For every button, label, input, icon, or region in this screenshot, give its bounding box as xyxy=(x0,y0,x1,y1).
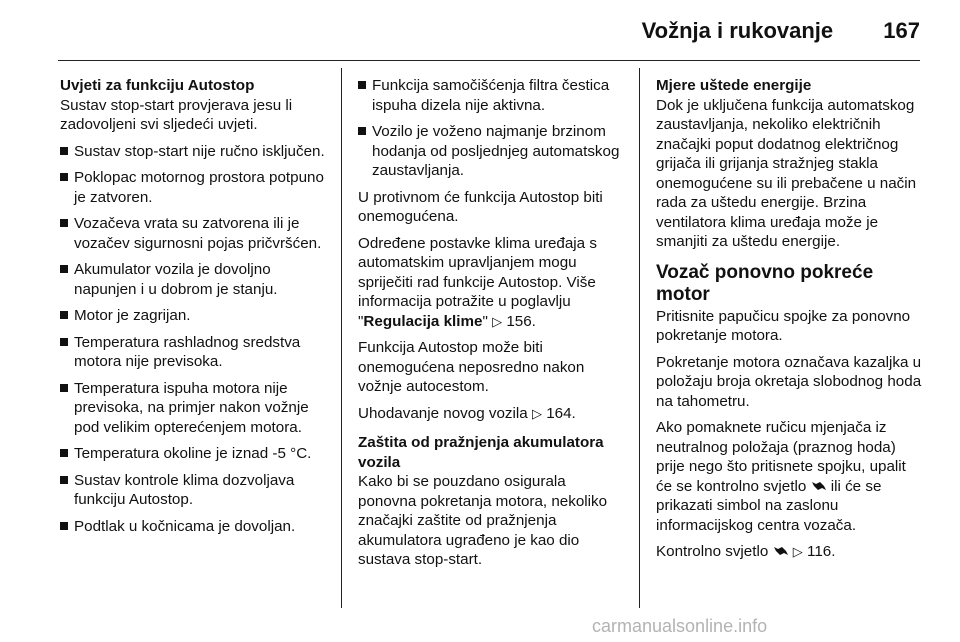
bullet-icon xyxy=(60,147,68,155)
bullet-icon xyxy=(358,127,366,135)
paragraph: U protivnom će funkcija Autostop biti onemogućena. xyxy=(358,188,603,225)
list-item: Sustav kontrole klima dozvoljava funkciju Autostop. xyxy=(60,471,328,510)
battery-protection-heading: Zaštita od pražnjenja akumulatora vozila xyxy=(358,434,604,471)
paragraph: Pokretanje motora označava kazaljka u položaju broja okretaja slobodnog hoda na tahometru. xyxy=(656,353,922,410)
autostop-intro: Sustav stop-start provjerava jesu li zadovoljeni svi sljedeći uvjeti. xyxy=(60,96,293,133)
list-item: Motor je zagrijan. xyxy=(60,306,328,326)
list-item: Temperatura rashladnog sredstva motora nije previsoka. xyxy=(60,333,328,372)
page-ref-arrow-icon: ▷ xyxy=(792,544,803,559)
page-header xyxy=(0,18,920,48)
bullet-icon xyxy=(60,476,68,484)
header-divider xyxy=(58,60,920,61)
list-item: Vozilo je voženo najmanje brzinom hodanja od posljednjeg automatskog zaustavljanja. xyxy=(358,122,626,181)
column-divider-2 xyxy=(639,68,640,608)
autostop-control-lamp-icon xyxy=(811,480,827,492)
list-item: Vozačeva vrata su zatvorena ili je vozačev sigurnosni pojas pričvršćen. xyxy=(60,214,328,253)
bullet-icon xyxy=(60,449,68,457)
column-divider-1 xyxy=(341,68,342,608)
column-2 xyxy=(358,76,626,577)
bullet-icon xyxy=(60,522,68,530)
page-ref[interactable]: 116. xyxy=(807,543,836,560)
page-ref[interactable]: 156. xyxy=(506,312,536,330)
bullet-icon xyxy=(60,384,68,392)
page-ref[interactable]: 164. xyxy=(546,404,576,422)
paragraph: Kako bi se pouzdano osigurala ponovna pokretanja motora, nekoliko značajki zaštite od pražnjenja akumulatora ugrađeno je kao dio sustava stop-start. xyxy=(358,473,608,568)
autostop-conditions-heading: Uvjeti za funkciju Autostop xyxy=(60,77,255,94)
autostop-control-lamp-icon xyxy=(773,545,789,557)
list-item: Podtlak u kočnicama je dovoljan. xyxy=(60,517,328,537)
bullet-icon xyxy=(60,173,68,181)
paragraph-lamp: Ako pomaknete ručicu mjenjača iz neutralnog položaja (praznog hoda) prije nego što pritisnete spojku, upalit će se kontrolno svjetlo ili će se prikazati simbol na zaslonu informacijskog centra vozača. xyxy=(656,419,906,534)
bullet-icon xyxy=(60,311,68,319)
autostop-conditions-list-cont xyxy=(358,76,626,181)
paragraph: Pritisnite papučicu spojke za ponovno pokretanje motora. xyxy=(656,307,911,344)
watermark: carmanualsonline.info xyxy=(592,616,768,636)
paragraph-lamp-ref: Kontrolno svjetlo ▷ 116. xyxy=(656,543,836,560)
list-item: Akumulator vozila je dovoljno napunjen i u dobrom je stanju. xyxy=(60,260,328,299)
bullet-icon xyxy=(60,265,68,273)
paragraph: Funkcija Autostop može biti onemogućena neposredno nakon vožnje autocestom. xyxy=(358,339,585,395)
paragraph-climate: Određene postavke klima uređaja s automatskim upravljanjem mogu spriječiti rad funkcije Autostop. Više informacija potražite u poglavlju "Regulacija klime" ▷ 156. xyxy=(358,234,597,330)
page-ref-arrow-icon: ▷ xyxy=(492,313,503,329)
page-ref-arrow-icon: ▷ xyxy=(531,405,542,421)
page-number: 167 xyxy=(883,18,920,43)
bullet-icon xyxy=(60,338,68,346)
list-item: Sustav stop-start nije ručno isključen. xyxy=(60,142,328,162)
paragraph: Dok je uključena funkcija automatskog zaustavljanja, nekoliko električnih značajki poput dodatnog električnog grijača ili grijanja stražnjeg stakla onemogućene su ili prebačene u način rada za uštedu energije. Brzina ventilatora klima uređaja može je smanjiti za uštedu energije. xyxy=(656,96,917,250)
paragraph-breakin: Uhodavanje novog vozila ▷ 164. xyxy=(358,404,576,422)
list-item: Temperatura ispuha motora nije previsoka, na primjer nakon vožnje pod velikim opterećenjem motora. xyxy=(60,379,328,438)
energy-saving-heading: Mjere uštede energije xyxy=(656,77,812,94)
column-1 xyxy=(60,76,328,543)
restart-heading: Vozač ponovno pokreće motor xyxy=(656,261,874,305)
climate-control-link[interactable]: Regulacija klime xyxy=(363,312,483,330)
page-title: Vožnja i rukovanje xyxy=(641,18,834,43)
list-item: Funkcija samočišćenja filtra čestica ispuha dizela nije aktivna. xyxy=(358,76,626,115)
list-item: Poklopac motornog prostora potpuno je zatvoren. xyxy=(60,168,328,207)
autostop-conditions-list xyxy=(60,142,328,537)
bullet-icon xyxy=(60,219,68,227)
bullet-icon xyxy=(358,81,366,89)
column-3 xyxy=(656,76,924,569)
list-item: Temperatura okoline je iznad -5 °C. xyxy=(60,444,328,464)
